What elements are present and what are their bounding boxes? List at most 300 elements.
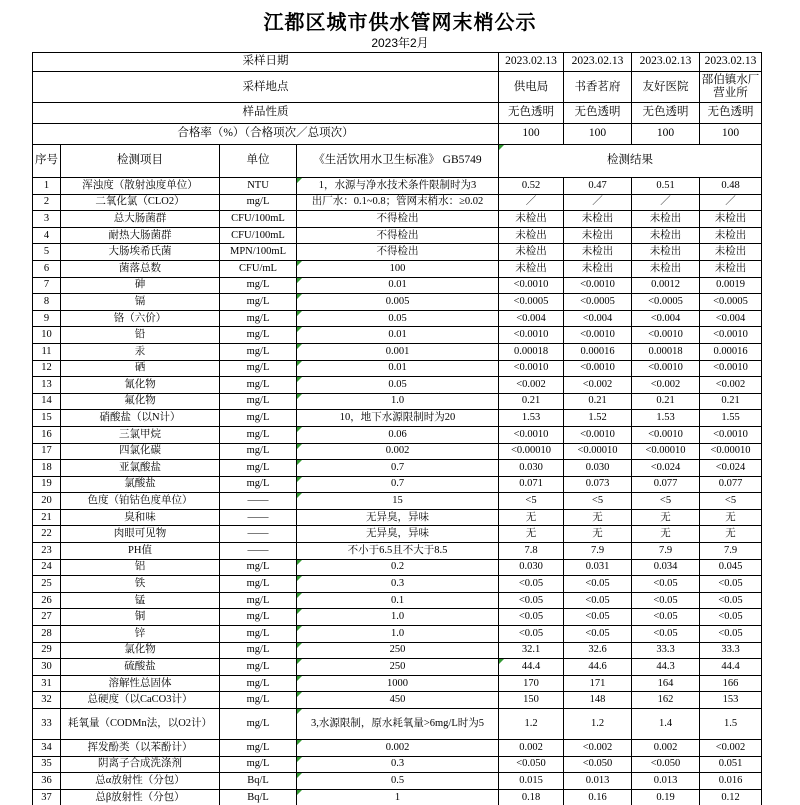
row-number: 15 — [33, 410, 61, 427]
row-number: 1 — [33, 178, 61, 195]
result-value: <0.05 — [632, 609, 700, 626]
result-value: <0.002 — [499, 377, 564, 394]
item-name: 三氯甲烷 — [61, 426, 220, 443]
item-name: PH值 — [61, 543, 220, 560]
table-row — [33, 642, 762, 659]
item-name: 挥发酚类（以苯酚计） — [61, 740, 220, 757]
result-value: 7.9 — [700, 543, 762, 560]
unit: mg/L — [220, 659, 297, 676]
result-value: 1.53 — [499, 410, 564, 427]
result-value: 44.4 — [700, 659, 762, 676]
row-number: 27 — [33, 609, 61, 626]
cell-flag-icon — [297, 327, 302, 332]
result-value: <0.024 — [632, 460, 700, 477]
standard-limit: 无异臭，异味 — [297, 526, 499, 543]
result-value: <0.002 — [700, 377, 762, 394]
standard-limit: 0.3 — [297, 576, 499, 593]
item-name: 总α放射性（分包） — [61, 773, 220, 790]
standard-limit: 1000 — [297, 675, 499, 692]
sampling-location-value: 供电局 — [499, 72, 564, 103]
sampling-date-value: 2023.02.13 — [632, 53, 700, 72]
standard-limit: 0.01 — [297, 277, 499, 294]
column-header-standard: 《生活饮用水卫生标准》 GB5749 — [297, 145, 499, 178]
result-value: <0.00010 — [564, 443, 632, 460]
standard-limit: 15 — [297, 493, 499, 510]
table-row — [33, 443, 762, 460]
result-value: 0.030 — [564, 460, 632, 477]
cell-flag-icon — [297, 593, 302, 598]
sample-nature-value: 无色透明 — [564, 103, 632, 124]
result-value: 0.21 — [700, 393, 762, 410]
result-value: 32.1 — [499, 642, 564, 659]
standard-limit: 0.06 — [297, 426, 499, 443]
result-value: 未检出 — [632, 244, 700, 261]
row-number: 9 — [33, 310, 61, 327]
item-name: 铁 — [61, 576, 220, 593]
table-row — [33, 592, 762, 609]
result-value: <0.002 — [632, 377, 700, 394]
standard-limit: 0.01 — [297, 360, 499, 377]
result-value: ／ — [499, 194, 564, 211]
row-number: 3 — [33, 211, 61, 228]
table-row — [33, 310, 762, 327]
item-name: 色度（铂钴色度单位） — [61, 493, 220, 510]
standard-limit: 0.002 — [297, 740, 499, 757]
result-value: 未检出 — [632, 227, 700, 244]
sampling-location-value: 友好医院 — [632, 72, 700, 103]
result-value: <0.0010 — [632, 327, 700, 344]
result-value: <0.050 — [499, 756, 564, 773]
result-value: 0.013 — [564, 773, 632, 790]
result-value: 未检出 — [632, 211, 700, 228]
item-name: 铅 — [61, 327, 220, 344]
unit: mg/L — [220, 609, 297, 626]
standard-limit: 1.0 — [297, 609, 499, 626]
result-value: 0.21 — [632, 393, 700, 410]
result-value: <0.050 — [564, 756, 632, 773]
result-value: <5 — [564, 493, 632, 510]
result-value: 0.51 — [632, 178, 700, 195]
cell-flag-icon — [297, 460, 302, 465]
table-row — [33, 360, 762, 377]
row-number: 12 — [33, 360, 61, 377]
standard-limit: 1，水源与净水技术条件限制时为3 — [297, 178, 499, 195]
table-row — [33, 509, 762, 526]
result-value: 162 — [632, 692, 700, 709]
standard-limit: 0.05 — [297, 310, 499, 327]
result-value: <0.002 — [564, 740, 632, 757]
unit: mg/L — [220, 377, 297, 394]
item-name: 大肠埃希氏菌 — [61, 244, 220, 261]
result-value: <0.05 — [700, 592, 762, 609]
cell-flag-icon — [499, 659, 504, 664]
result-value: 未检出 — [700, 227, 762, 244]
row-number: 19 — [33, 476, 61, 493]
result-value: <0.05 — [564, 592, 632, 609]
unit: mg/L — [220, 709, 297, 740]
result-value: <0.05 — [700, 576, 762, 593]
result-value: <0.05 — [632, 592, 700, 609]
result-value: <0.0010 — [700, 426, 762, 443]
unit: mg/L — [220, 343, 297, 360]
table-row — [33, 626, 762, 643]
result-value: 0.073 — [564, 476, 632, 493]
sample-nature-value: 无色透明 — [499, 103, 564, 124]
standard-limit: 250 — [297, 659, 499, 676]
row-number: 25 — [33, 576, 61, 593]
page-subtitle: 2023年2月 — [371, 36, 429, 50]
cell-flag-icon — [297, 676, 302, 681]
unit: NTU — [220, 178, 297, 195]
unit: mg/L — [220, 294, 297, 311]
table-row — [33, 773, 762, 790]
item-name: 臭和味 — [61, 509, 220, 526]
unit: mg/L — [220, 692, 297, 709]
sampling-date-value: 2023.02.13 — [564, 53, 632, 72]
table-row — [33, 460, 762, 477]
result-value: <0.0010 — [564, 360, 632, 377]
result-value: 1.5 — [700, 709, 762, 740]
result-value: 7.8 — [499, 543, 564, 560]
standard-limit: 不得检出 — [297, 244, 499, 261]
table-row — [33, 410, 762, 427]
result-value: 0.030 — [499, 559, 564, 576]
standard-limit: 0.5 — [297, 773, 499, 790]
result-value: 32.6 — [564, 642, 632, 659]
table-body — [33, 178, 762, 805]
cell-flag-icon — [297, 311, 302, 316]
result-value: 166 — [700, 675, 762, 692]
item-name: 锌 — [61, 626, 220, 643]
result-value: 44.6 — [564, 659, 632, 676]
row-number: 24 — [33, 559, 61, 576]
item-name: 氯化物 — [61, 642, 220, 659]
result-value: 无 — [564, 509, 632, 526]
row-number: 37 — [33, 789, 61, 805]
result-value: 0.48 — [700, 178, 762, 195]
pass-rate-value: 100 — [632, 124, 700, 145]
standard-limit: 1 — [297, 789, 499, 805]
table-row — [33, 194, 762, 211]
result-value: <0.0010 — [700, 360, 762, 377]
cell-flag-icon — [297, 757, 302, 762]
item-name: 溶解性总固体 — [61, 675, 220, 692]
result-value: <0.050 — [632, 756, 700, 773]
unit: mg/L — [220, 626, 297, 643]
unit: mg/L — [220, 360, 297, 377]
standard-limit: 0.1 — [297, 592, 499, 609]
result-value: 1.2 — [499, 709, 564, 740]
standard-limit: 100 — [297, 260, 499, 277]
standard-limit: 250 — [297, 642, 499, 659]
water-quality-table — [32, 52, 762, 805]
result-value: 0.002 — [632, 740, 700, 757]
row-number: 33 — [33, 709, 61, 740]
table-row — [33, 327, 762, 344]
row-number: 17 — [33, 443, 61, 460]
row-number: 36 — [33, 773, 61, 790]
unit: mg/L — [220, 576, 297, 593]
result-value: <0.05 — [499, 609, 564, 626]
table-row — [33, 227, 762, 244]
result-value: 0.031 — [564, 559, 632, 576]
cell-flag-icon — [297, 294, 302, 299]
result-value: 1.53 — [632, 410, 700, 427]
unit: mg/L — [220, 410, 297, 427]
result-value: <0.004 — [564, 310, 632, 327]
table-row — [33, 393, 762, 410]
result-value: 148 — [564, 692, 632, 709]
table-row — [33, 294, 762, 311]
result-value: 44.3 — [632, 659, 700, 676]
item-name: 硒 — [61, 360, 220, 377]
result-value: <0.0010 — [499, 426, 564, 443]
row-number: 18 — [33, 460, 61, 477]
result-value: <0.00010 — [499, 443, 564, 460]
unit: Bq/L — [220, 773, 297, 790]
result-value: 未检出 — [499, 211, 564, 228]
table-row — [33, 493, 762, 510]
sample-nature-value: 无色透明 — [700, 103, 762, 124]
result-value: 未检出 — [700, 244, 762, 261]
unit: mg/L — [220, 642, 297, 659]
unit: MPN/100mL — [220, 244, 297, 261]
result-value: 0.016 — [700, 773, 762, 790]
row-number: 22 — [33, 526, 61, 543]
row-number: 31 — [33, 675, 61, 692]
standard-limit: 10，地下水源限制时为20 — [297, 410, 499, 427]
result-value: <0.0010 — [564, 426, 632, 443]
cell-flag-icon — [297, 477, 302, 482]
result-value: 0.077 — [700, 476, 762, 493]
cell-flag-icon — [297, 609, 302, 614]
item-name: 氰化物 — [61, 377, 220, 394]
unit: mg/L — [220, 443, 297, 460]
standard-limit: 0.05 — [297, 377, 499, 394]
item-name: 亚氯酸盐 — [61, 460, 220, 477]
result-value: <0.05 — [499, 592, 564, 609]
pass-rate-label: 合格率（%）（合格项次／总项次） — [33, 124, 499, 145]
standard-limit: 1.0 — [297, 393, 499, 410]
cell-flag-icon — [297, 493, 302, 498]
column-header-result: 检测结果 — [499, 145, 762, 178]
result-value: <0.05 — [700, 626, 762, 643]
result-value: 164 — [632, 675, 700, 692]
cell-flag-icon — [297, 361, 302, 366]
result-value: ／ — [700, 194, 762, 211]
result-value: <0.002 — [564, 377, 632, 394]
result-value: 未检出 — [499, 244, 564, 261]
pass-rate-value: 100 — [564, 124, 632, 145]
sampling-location-value: 邵伯镇水厂营业所 — [700, 72, 762, 103]
cell-flag-icon — [297, 659, 302, 664]
row-number: 20 — [33, 493, 61, 510]
result-value: 170 — [499, 675, 564, 692]
result-value: 0.077 — [632, 476, 700, 493]
sample-nature-label: 样品性质 — [33, 103, 499, 124]
result-value: 0.051 — [700, 756, 762, 773]
cell-flag-icon — [297, 261, 302, 266]
item-name: 氯酸盐 — [61, 476, 220, 493]
table-row — [33, 675, 762, 692]
result-value: <0.05 — [564, 609, 632, 626]
row-number: 4 — [33, 227, 61, 244]
unit: Bq/L — [220, 789, 297, 805]
unit: mg/L — [220, 393, 297, 410]
item-name: 氟化物 — [61, 393, 220, 410]
column-header-item: 检测项目 — [61, 145, 220, 178]
result-value: 1.52 — [564, 410, 632, 427]
row-number: 14 — [33, 393, 61, 410]
unit: mg/L — [220, 559, 297, 576]
cell-flag-icon — [297, 278, 302, 283]
result-value: <0.0010 — [499, 277, 564, 294]
item-name: 硫酸盐 — [61, 659, 220, 676]
standard-limit: 0.002 — [297, 443, 499, 460]
result-value: 0.21 — [499, 393, 564, 410]
result-value: <0.002 — [700, 740, 762, 757]
result-value: <0.05 — [499, 626, 564, 643]
sample-nature-row — [33, 103, 762, 124]
item-name: 锰 — [61, 592, 220, 609]
unit: mg/L — [220, 592, 297, 609]
result-value: 无 — [700, 509, 762, 526]
unit: CFU/100mL — [220, 227, 297, 244]
row-number: 2 — [33, 194, 61, 211]
result-value: 0.52 — [499, 178, 564, 195]
unit: mg/L — [220, 476, 297, 493]
result-value: <0.00010 — [700, 443, 762, 460]
item-name: 总β放射性（分包） — [61, 789, 220, 805]
result-value: ／ — [632, 194, 700, 211]
result-value: <0.004 — [700, 310, 762, 327]
item-name: 总硬度（以CaCO3计） — [61, 692, 220, 709]
column-header-seq: 序号 — [33, 145, 61, 178]
result-value: 0.015 — [499, 773, 564, 790]
table-row — [33, 740, 762, 757]
result-value: 33.3 — [632, 642, 700, 659]
page-title: 江都区城市供水管网末梢公示 — [263, 12, 537, 34]
item-name: 菌落总数 — [61, 260, 220, 277]
row-number: 32 — [33, 692, 61, 709]
item-name: 铜 — [61, 609, 220, 626]
unit: —— — [220, 493, 297, 510]
unit: mg/L — [220, 310, 297, 327]
item-name: 铝 — [61, 559, 220, 576]
result-value: 未检出 — [564, 260, 632, 277]
standard-limit: 出厂水：0.1~0.8；管网末梢水：≥0.02 — [297, 194, 499, 211]
row-number: 7 — [33, 277, 61, 294]
item-name: 铬（六价） — [61, 310, 220, 327]
unit: mg/L — [220, 460, 297, 477]
sampling-date-label: 采样日期 — [33, 53, 499, 72]
result-value: ／ — [564, 194, 632, 211]
row-number: 23 — [33, 543, 61, 560]
row-number: 30 — [33, 659, 61, 676]
result-value: <0.05 — [564, 576, 632, 593]
table-row — [33, 789, 762, 805]
table-row — [33, 559, 762, 576]
result-value: 7.9 — [632, 543, 700, 560]
result-value: <0.05 — [632, 576, 700, 593]
standard-limit: 无异臭，异味 — [297, 509, 499, 526]
table-row — [33, 543, 762, 560]
result-value: <0.0010 — [564, 277, 632, 294]
result-value: 0.071 — [499, 476, 564, 493]
result-value: 0.00016 — [564, 343, 632, 360]
result-value: <0.0005 — [564, 294, 632, 311]
standard-limit: 3,水源限制，原水耗氧量>6mg/L时为5 — [297, 709, 499, 740]
result-value: 未检出 — [564, 211, 632, 228]
sample-nature-value: 无色透明 — [632, 103, 700, 124]
item-name: 阴离子合成洗涤剂 — [61, 756, 220, 773]
cell-flag-icon — [297, 740, 302, 745]
sampling-location-value: 书香茗府 — [564, 72, 632, 103]
result-value: 0.00016 — [700, 343, 762, 360]
cell-flag-icon — [297, 178, 302, 183]
pass-rate-row — [33, 124, 762, 145]
unit: mg/L — [220, 194, 297, 211]
result-value: 0.045 — [700, 559, 762, 576]
item-name: 总大肠菌群 — [61, 211, 220, 228]
cell-flag-icon — [499, 145, 504, 150]
pass-rate-value: 100 — [499, 124, 564, 145]
standard-limit: 0.005 — [297, 294, 499, 311]
result-value: 无 — [564, 526, 632, 543]
cell-flag-icon — [297, 626, 302, 631]
sampling-location-row — [33, 72, 762, 103]
result-value: 无 — [632, 509, 700, 526]
result-value: 0.0012 — [632, 277, 700, 294]
table-row — [33, 260, 762, 277]
cell-flag-icon — [297, 394, 302, 399]
result-value: 33.3 — [700, 642, 762, 659]
item-name: 耗氧量（CODMn法，以O2计） — [61, 709, 220, 740]
unit: CFU/mL — [220, 260, 297, 277]
unit: mg/L — [220, 740, 297, 757]
row-number: 16 — [33, 426, 61, 443]
unit: mg/L — [220, 277, 297, 294]
result-value: 0.47 — [564, 178, 632, 195]
result-value: <0.0010 — [700, 327, 762, 344]
result-value: 7.9 — [564, 543, 632, 560]
cell-flag-icon — [297, 444, 302, 449]
row-number: 34 — [33, 740, 61, 757]
result-value: 153 — [700, 692, 762, 709]
result-value: 1.2 — [564, 709, 632, 740]
result-value: 171 — [564, 675, 632, 692]
row-number: 6 — [33, 260, 61, 277]
result-value: 0.18 — [499, 789, 564, 805]
result-value: 0.00018 — [632, 343, 700, 360]
result-value: <0.0005 — [700, 294, 762, 311]
standard-limit: 0.7 — [297, 460, 499, 477]
cell-flag-icon — [297, 709, 302, 714]
result-value: 未检出 — [499, 260, 564, 277]
unit: mg/L — [220, 675, 297, 692]
sampling-location-label: 采样地点 — [33, 72, 499, 103]
result-value: 无 — [499, 526, 564, 543]
item-name: 砷 — [61, 277, 220, 294]
row-number: 21 — [33, 509, 61, 526]
result-value: 0.030 — [499, 460, 564, 477]
result-value: <0.0010 — [632, 426, 700, 443]
standard-limit: 0.001 — [297, 343, 499, 360]
unit: mg/L — [220, 327, 297, 344]
table-row — [33, 211, 762, 228]
result-value: 未检出 — [564, 244, 632, 261]
table-row — [33, 343, 762, 360]
